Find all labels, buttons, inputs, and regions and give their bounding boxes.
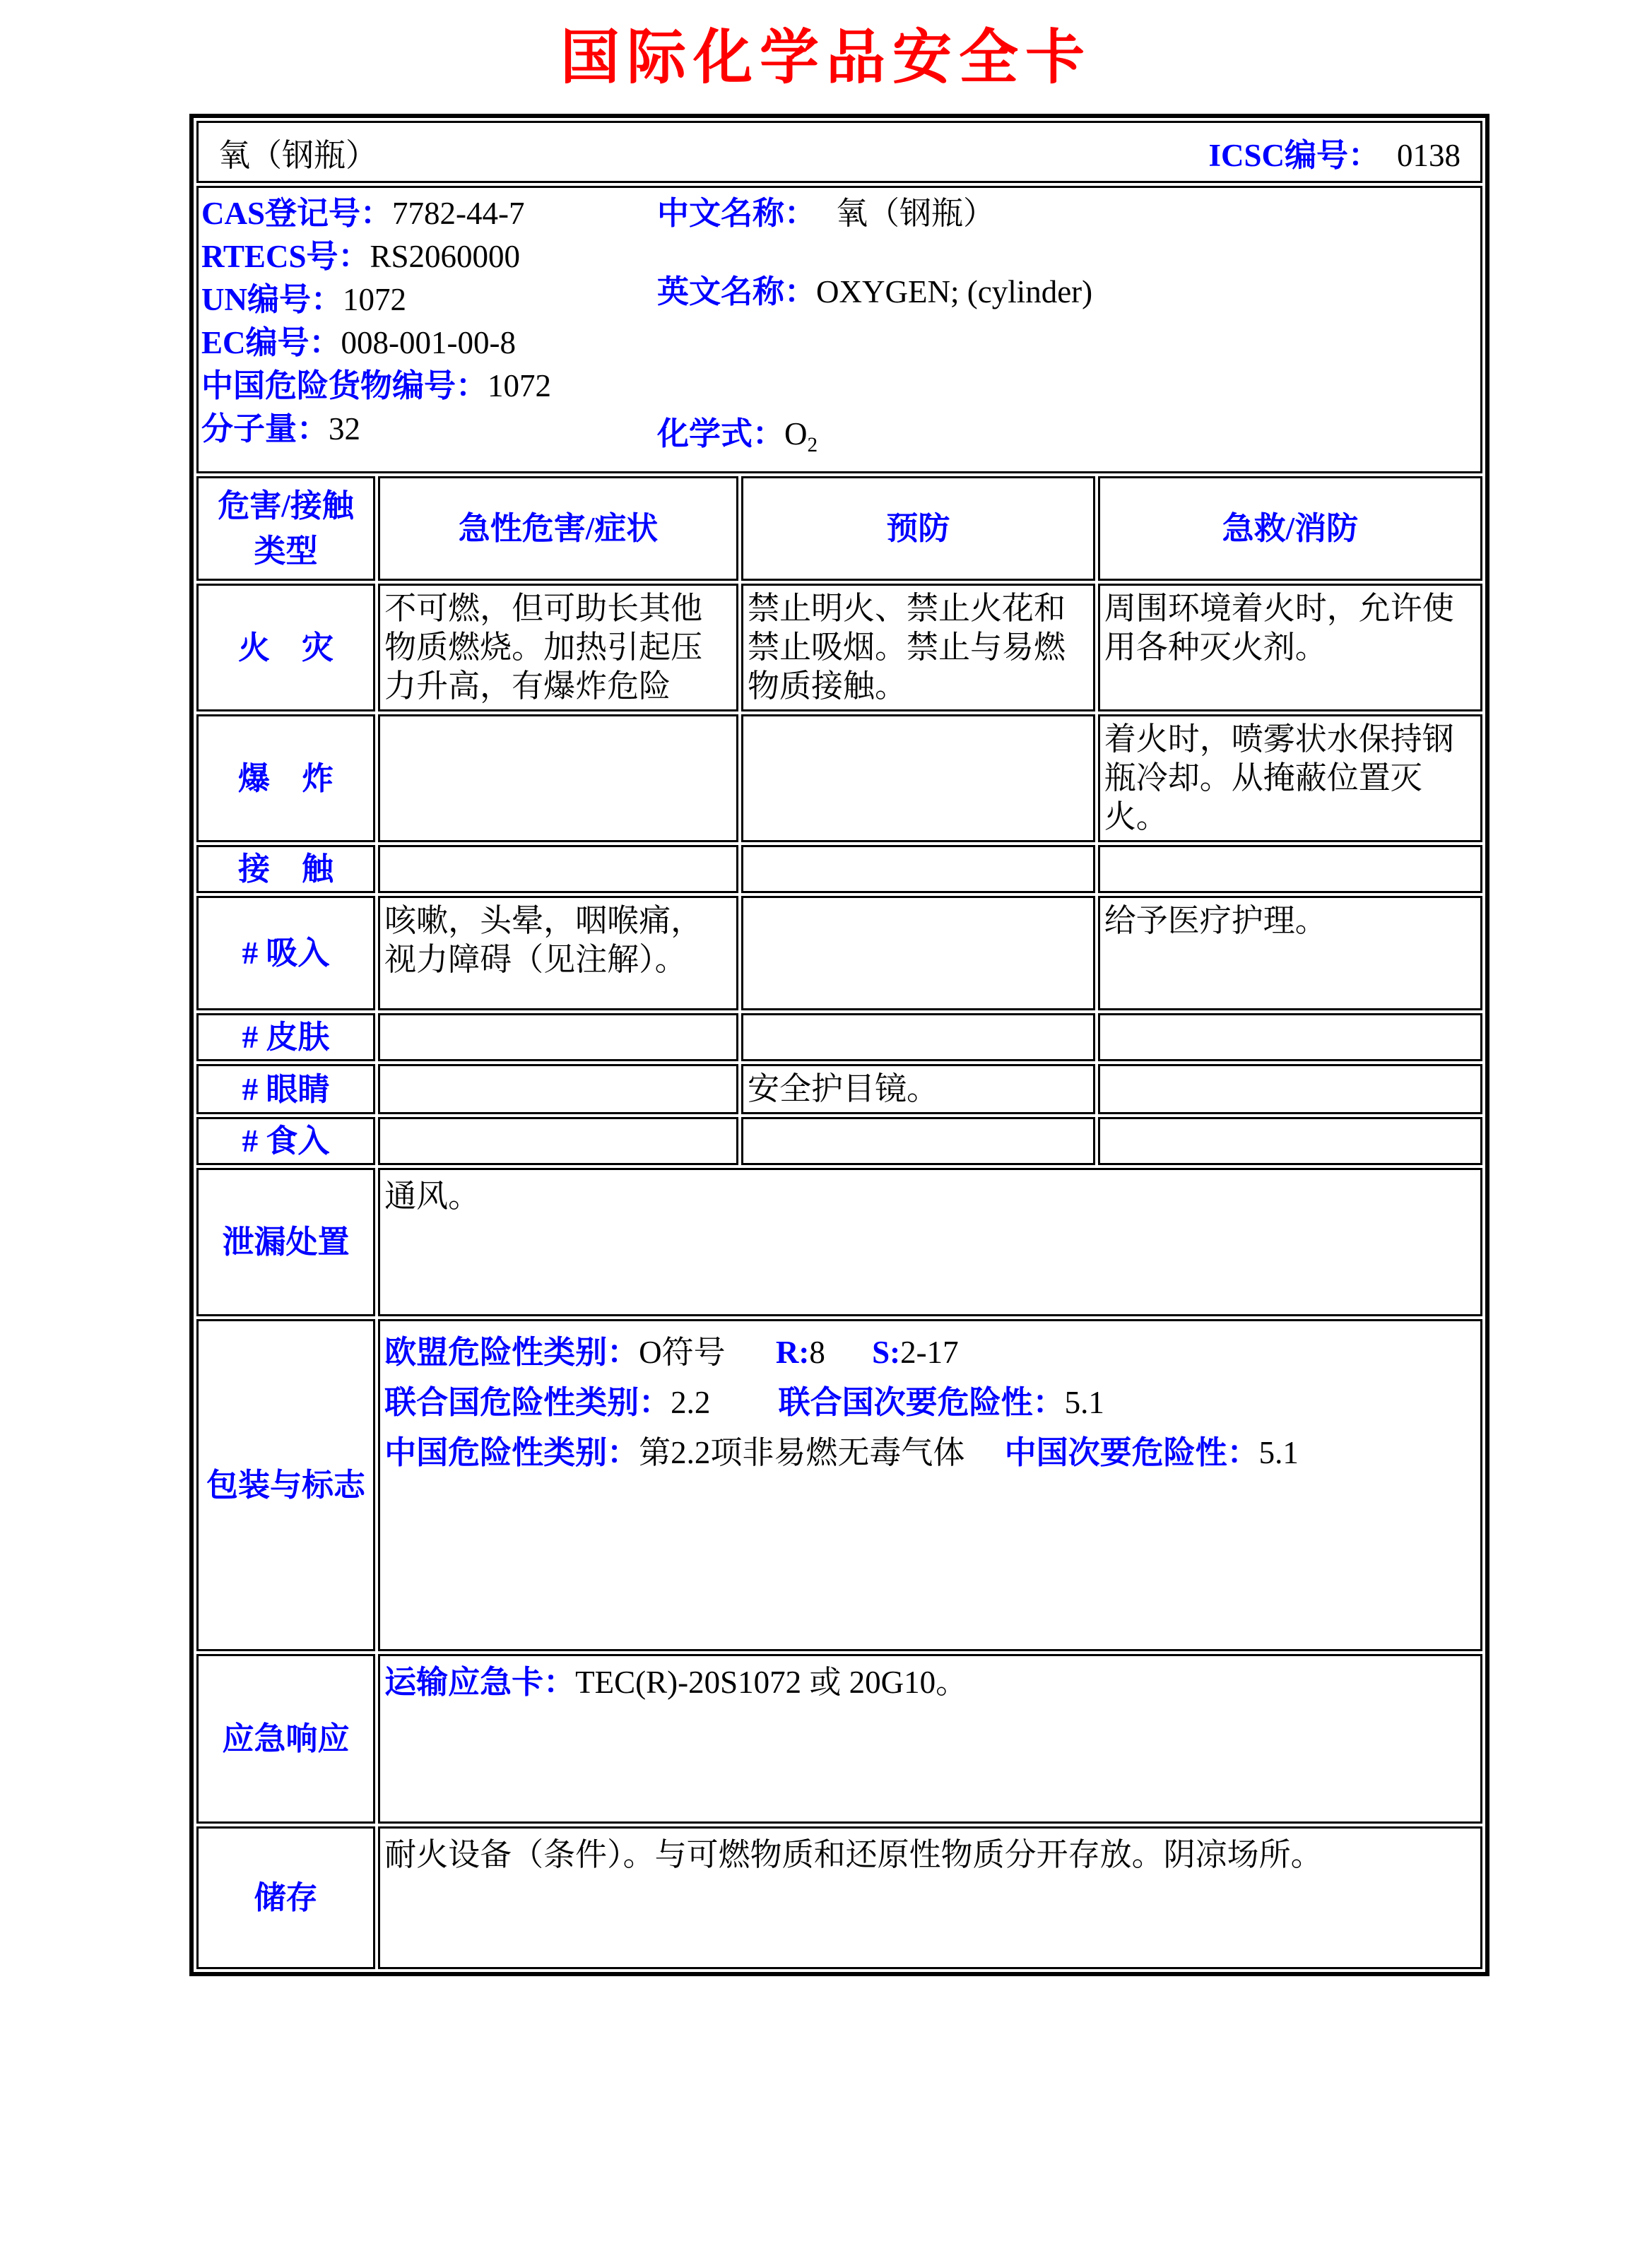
spill-content: 通风。	[384, 1179, 480, 1214]
inhalation-first-aid-cell: 给予医疗护理。	[1098, 896, 1482, 1010]
chinese-name-label: 中文名称：	[657, 196, 817, 231]
icsc-card-table	[189, 114, 1489, 1976]
eyes-row-label: # 眼睛	[196, 1064, 375, 1114]
ingestion-first-aid-cell	[1098, 1117, 1482, 1165]
skin-prevention-cell	[741, 1013, 1095, 1061]
formula-subscript: 2	[807, 434, 818, 456]
storage-row-label: 储存	[196, 1826, 375, 1969]
fire-row-label: 火 灾	[196, 584, 375, 711]
molecular-weight-label: 分子量：	[201, 411, 329, 447]
r-phrases-value: 8	[809, 1335, 825, 1370]
spill-row-label: 泄漏处置	[196, 1168, 375, 1316]
hazard-row-fire	[196, 584, 1482, 711]
storage-content: 耐火设备（条件）。与可燃物质和还原性物质分开存放。阴凉场所。	[384, 1837, 1323, 1872]
eu-class-label: 欧盟危险性类别：	[384, 1335, 639, 1370]
rtecs-number-label: RTECS号：	[201, 239, 370, 274]
china-dg-number-value: 1072	[488, 368, 552, 403]
emergency-row-label: 应急响应	[196, 1654, 375, 1824]
un-subsidiary-value: 5.1	[1064, 1385, 1104, 1420]
rtecs-number-value: RS2060000	[370, 239, 521, 274]
cn-subsidiary-label: 中国次要危险性：	[1004, 1435, 1259, 1470]
ingestion-row-label: # 食入	[196, 1117, 375, 1165]
header-prevention: 预防	[741, 476, 1095, 581]
hazard-row-inhalation	[196, 896, 1482, 1010]
substance-header-cell	[196, 121, 1482, 183]
explosion-first-aid-cell: 着火时，喷雾状水保持钢瓶冷却。从掩蔽位置灭火。	[1098, 714, 1482, 842]
cas-number-label: CAS登记号：	[201, 196, 393, 231]
cn-class-value: 第2.2项非易燃无毒气体	[639, 1435, 965, 1470]
identifiers-row	[196, 186, 1482, 473]
emergency-response-row	[196, 1654, 1482, 1824]
china-dg-number-line	[201, 365, 657, 408]
skin-symptoms-cell	[378, 1013, 738, 1061]
hazard-row-eyes	[196, 1064, 1482, 1114]
emergency-content-cell	[378, 1654, 1482, 1824]
eu-classification-line	[384, 1331, 1475, 1374]
fire-symptoms-cell: 不可燃，但可助长其他物质燃烧。加热引起压力升高，有爆炸危险	[378, 584, 738, 711]
page	[0, 10, 1652, 1976]
ec-number-line	[201, 321, 657, 365]
ec-number-label: EC编号：	[201, 325, 341, 360]
cn-classification-line	[384, 1431, 1475, 1475]
name-list	[657, 192, 1479, 467]
skin-first-aid-cell	[1098, 1013, 1482, 1061]
s-phrases-value: 2-17	[900, 1335, 959, 1370]
s-phrases-label: S:	[872, 1335, 901, 1370]
icsc-number-value: 0138	[1397, 137, 1461, 173]
hazard-row-contact	[196, 845, 1482, 893]
transport-emergency-card-value: TEC(R)-20S1072 或 20G10。	[575, 1665, 968, 1700]
storage-content-cell	[378, 1826, 1482, 1969]
cas-number-value: 7782-44-7	[392, 196, 525, 231]
ingestion-symptoms-cell	[378, 1117, 738, 1165]
ingestion-prevention-cell	[741, 1117, 1095, 1165]
icsc-number-label: ICSC编号：	[1208, 137, 1380, 173]
packaging-row-label: 包装与标志	[196, 1319, 375, 1651]
spill-row	[196, 1168, 1482, 1316]
chinese-name-value: 氧（钢瓶）	[836, 196, 996, 231]
identifiers-cell	[196, 186, 1482, 473]
icsc-number	[1208, 129, 1461, 175]
ec-number-value: 008-001-00-8	[341, 325, 516, 360]
spill-content-cell	[378, 1168, 1482, 1316]
fire-first-aid-cell: 周围环境着火时，允许使用各种灭火剂。	[1098, 584, 1482, 711]
eyes-first-aid-cell	[1098, 1064, 1482, 1114]
substance-name: 氧（钢瓶）	[218, 137, 378, 173]
un-number-line	[201, 278, 657, 321]
explosion-symptoms-cell	[378, 714, 738, 842]
contact-prevention-cell	[741, 845, 1095, 893]
un-subsidiary-label: 联合国次要危险性：	[778, 1385, 1065, 1420]
hazard-row-ingestion	[196, 1117, 1482, 1165]
page-title: 国际化学品安全卡	[560, 25, 1092, 91]
substance-header-row	[196, 121, 1482, 183]
hazard-row-explosion	[196, 714, 1482, 842]
hazard-row-skin	[196, 1013, 1482, 1061]
molecular-weight-line	[201, 408, 657, 451]
hazard-table-header-row	[196, 476, 1482, 581]
cn-class-label: 中国危险性类别：	[384, 1435, 639, 1470]
un-class-value: 2.2	[671, 1385, 711, 1420]
un-number-value: 1072	[343, 282, 406, 317]
eyes-symptoms-cell	[378, 1064, 738, 1114]
un-number-label: UN编号：	[201, 282, 343, 317]
header-first-aid: 急救/消防	[1098, 476, 1482, 581]
inhalation-prevention-cell	[741, 896, 1095, 1010]
cn-subsidiary-value: 5.1	[1258, 1435, 1299, 1470]
header-hazard-type	[196, 476, 375, 581]
header-hazard-type-line1: 危害/接触	[218, 488, 354, 524]
un-class-label: 联合国危险性类别：	[384, 1385, 671, 1420]
contact-first-aid-cell	[1098, 845, 1482, 893]
english-name-label: 英文名称：	[657, 274, 817, 309]
storage-row	[196, 1826, 1482, 1969]
english-name-value: OXYGEN; (cylinder)	[816, 274, 1093, 309]
contact-row-label: 接 触	[196, 845, 375, 893]
eu-class-value: O符号	[639, 1335, 726, 1370]
skin-row-label: # 皮肤	[196, 1013, 375, 1061]
inhalation-row-label: # 吸入	[196, 896, 375, 1010]
china-dg-number-label: 中国危险货物编号：	[201, 368, 488, 403]
header-hazard-type-line2: 类型	[254, 533, 318, 569]
packaging-content-cell	[378, 1319, 1482, 1651]
contact-symptoms-cell	[378, 845, 738, 893]
header-symptoms: 急性危害/症状	[378, 476, 738, 581]
transport-emergency-card-label: 运输应急卡：	[384, 1665, 576, 1700]
inhalation-symptoms-cell: 咳嗽，头晕，咽喉痛，视力障碍（见注解）。	[378, 896, 738, 1010]
eyes-prevention-cell: 安全护目镜。	[741, 1064, 1095, 1114]
formula-base: O	[784, 416, 808, 451]
r-phrases-label: R:	[775, 1335, 810, 1370]
rtecs-number-line	[201, 235, 657, 278]
formula-label: 化学式：	[657, 416, 785, 451]
explosion-row-label: 爆 炸	[196, 714, 375, 842]
fire-prevention-cell: 禁止明火、禁止火花和禁止吸烟。禁止与易燃物质接触。	[741, 584, 1095, 711]
packaging-row	[196, 1319, 1482, 1651]
chinese-name-line	[657, 192, 1479, 235]
un-classification-line	[384, 1381, 1475, 1424]
identifier-list	[201, 192, 657, 467]
explosion-prevention-cell	[741, 714, 1095, 842]
english-name-line	[657, 271, 1479, 314]
molecular-weight-value: 32	[329, 411, 361, 447]
cas-number-line	[201, 192, 657, 235]
formula-line	[657, 413, 1479, 467]
